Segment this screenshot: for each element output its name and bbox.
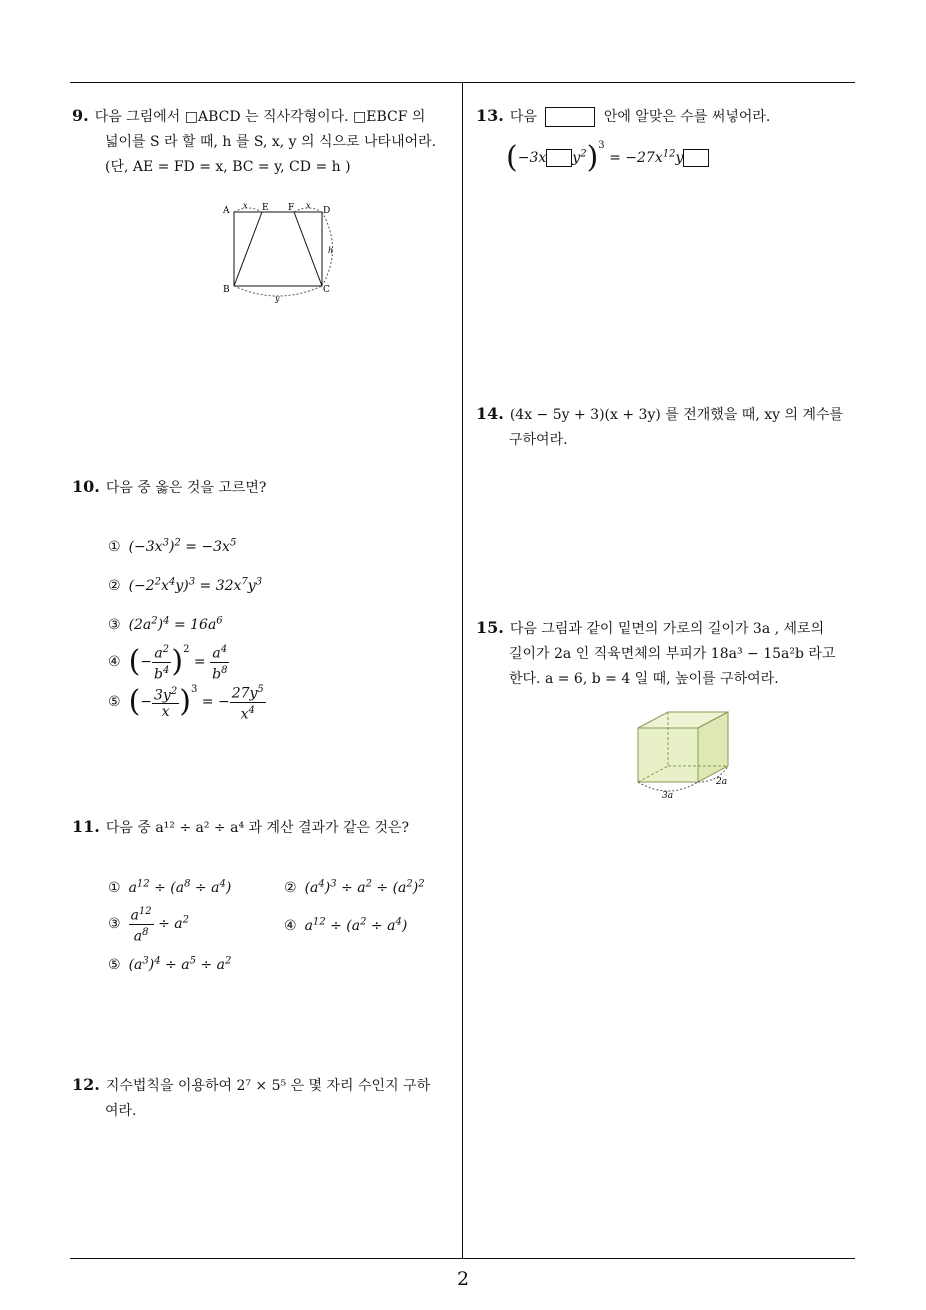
q10-choice-1: ① $(-3x^3)^2 = -3x^5$ [108, 537, 237, 555]
fig15-depth-label: 2a [716, 777, 728, 787]
fig9-D: D [323, 206, 331, 216]
q14-number: 14. [476, 404, 504, 423]
q15-cuboid-figure [620, 708, 750, 802]
question-12 [72, 1072, 457, 1124]
fig9-B: B [223, 285, 230, 295]
q11-choice-5: ⑤ $(a^3)^4 \div a^5 \div a^2$ [108, 955, 232, 973]
q11-number: 11. [72, 817, 100, 836]
q11-choice-3: ③ $\frac{a^{12}}{a^8}$ ÷ $a^2$ [108, 906, 190, 945]
fig9-E: E [262, 203, 269, 213]
q13-blank-2[interactable] [683, 149, 709, 167]
q15-line1: 다음 그림과 같이 밑면의 가로의 길이가 3a , 세로의 [509, 621, 825, 637]
q10-choice-4: ④ (− $\frac{a^2}{b^4}$ )$^2$ = $\frac{a^4}{b^8}$ [108, 643, 228, 683]
q11-choice-2: ② $(a^4)^3 \div a^2 \div (a^2)^2$ [284, 878, 425, 896]
fig9-A: A [223, 206, 230, 216]
q9-figure [215, 198, 355, 306]
q10-choice-3: ③ $(2a^2)^4 = 16a^6$ [108, 615, 223, 633]
fig9-F: F [288, 203, 295, 213]
question-14 [476, 401, 861, 453]
q9-line3: (단, AE = FD = x, BC = y, CD = h ) [105, 159, 351, 175]
question-10 [72, 474, 266, 501]
question-13 [476, 103, 770, 130]
column-divider [462, 83, 463, 1259]
bottom-rule [70, 1258, 855, 1259]
q10-text: 다음 중 옳은 것을 고르면? [105, 480, 267, 496]
fig15-width-label: 3a [662, 791, 674, 801]
q13-number: 13. [476, 106, 504, 125]
q10-choice-5: ⑤ (− $\frac{3y^2}{x}$ )$^3$ = − $\frac{27y^5}{x^4}$ [108, 683, 264, 723]
q13-text-b: 안에 알맞은 수를 써넣어라. [603, 109, 771, 125]
q9-number: 9. [72, 106, 89, 125]
fig9-C: C [323, 285, 330, 295]
fig9-y: y [275, 294, 280, 303]
q12-number: 12. [72, 1075, 100, 1094]
q13-text-a: 다음 [509, 109, 537, 125]
q15-line3: 한다. a = 6, b = 4 일 때, 높이를 구하여라. [509, 671, 779, 687]
q15-number: 15. [476, 618, 504, 637]
q13-blank-1[interactable] [546, 149, 572, 167]
question-15 [476, 615, 861, 692]
fig9-x2: x [306, 201, 311, 210]
q12-line2: 여라. [105, 1103, 137, 1119]
fig9-x1: x [243, 201, 248, 210]
q11-choice-4: ④ $a^{12} \div (a^2 \div a^4)$ [284, 916, 408, 934]
q13-answer-box[interactable] [545, 107, 595, 127]
q10-number: 10. [72, 477, 100, 496]
q11-text: 다음 중 a¹² ÷ a² ÷ a⁴ 과 계산 결과가 같은 것은? [105, 820, 410, 836]
q11-choice-1: ① $a^{12} \div (a^8 \div a^4)$ [108, 878, 232, 896]
q9-line2: 넓이를 S 라 할 때, h 를 S, x, y 의 식으로 나타내어라. [105, 134, 437, 150]
q13-expression: (−3x $y^2)^3 = -27x^{12}y$ [506, 136, 709, 168]
q12-line1: 지수법칙을 이용하여 2⁷ × 5⁵ 은 몇 자리 수인지 구하 [105, 1078, 431, 1094]
page-number: 2 [456, 1268, 470, 1290]
q14-line2: 구하여라. [509, 432, 568, 448]
q10-choice-2: ② $(-2^2x^4y)^3 = 32x^7y^3$ [108, 576, 263, 594]
question-11 [72, 814, 409, 841]
fig9-h: h [328, 246, 334, 255]
q9-line1: 다음 그림에서 □ABCD 는 직사각형이다. □EBCF 의 [94, 109, 426, 125]
question-9 [72, 103, 457, 180]
q15-line2: 길이가 2a 인 직육면체의 부피가 18a³ − 15a²b 라고 [509, 646, 836, 662]
q14-line1: (4x − 5y + 3)(x + 3y) 를 전개했을 때, xy 의 계수를 [509, 407, 844, 423]
